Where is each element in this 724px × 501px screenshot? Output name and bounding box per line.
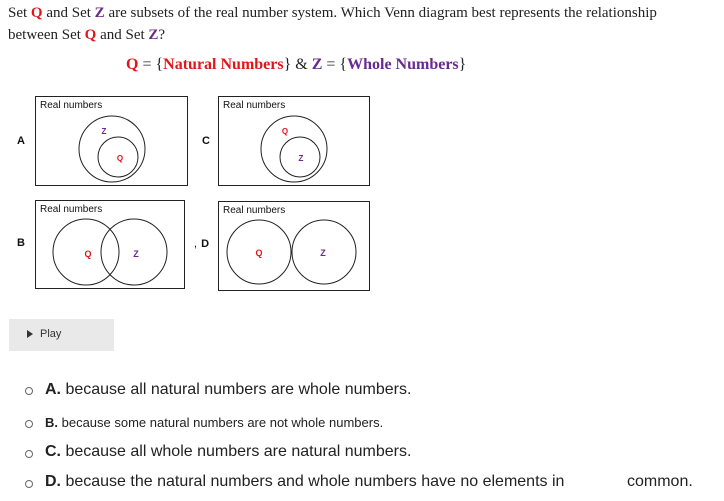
option-body: because all natural numbers are whole numbers. [61,381,412,398]
diagram-label-c: C [202,135,210,147]
outer-set-label: Z [101,127,107,136]
set-q-name: Natural Numbers [163,56,284,73]
venn-diagram-b [35,200,185,289]
question-text: and Set [42,5,95,21]
radio-button[interactable] [25,420,33,428]
left-set-label: Q [255,248,263,258]
diagram-label-b: B [17,237,25,249]
option-text [45,381,411,399]
option-body-tail: common. [627,473,693,490]
diagram-comma: , [194,238,198,250]
venn-diagram-a [35,96,188,186]
set-definition-text: } [458,56,467,73]
question-line-2 [8,24,165,46]
venn-b-graphic [36,201,186,290]
left-set-label: Q [84,249,92,259]
option-letter: C. [45,443,61,460]
option-body: because the natural numbers and whole numbers have no elements in [61,473,565,490]
radio-button[interactable] [25,387,33,395]
right-set-label: Z [320,248,326,258]
universe-label: Real numbers [40,204,103,215]
set-definitions [126,56,466,74]
option-body: because some natural numbers are not whole numbers. [58,415,384,430]
option-letter: A. [45,381,61,398]
outer-set-circle [261,116,327,182]
set-definition-text: = { [322,56,348,73]
diagram-label-a: A [17,135,25,147]
radio-button[interactable] [25,450,33,458]
universe-label: Real numbers [40,100,103,111]
venn-d-graphic [219,202,371,292]
set-definition-text: } & [283,56,312,73]
set-q-symbol: Q [126,56,139,73]
inner-set-label: Z [298,154,304,163]
outer-set-circle [79,116,145,182]
right-set-label: Z [133,249,139,259]
option-text [45,473,564,491]
option-text [45,443,411,461]
option-letter: D. [45,473,61,490]
answer-option-d[interactable] [25,473,715,495]
option-body: because all whole numbers are natural numbers. [61,443,412,460]
play-icon [27,330,33,338]
radio-button[interactable] [25,480,33,488]
option-letter: B. [45,415,58,430]
option-text [45,415,383,430]
set-definition-text: = { [138,56,164,73]
diagram-label-d [194,238,209,250]
venn-a-graphic [36,97,189,187]
play-button[interactable] [9,319,114,351]
universe-label: Real numbers [223,100,286,111]
outer-set-label: Q [281,127,289,136]
question-text: and Set [96,27,149,43]
universe-label: Real numbers [223,205,286,216]
play-label: Play [40,328,62,340]
set-z-symbol: Z [148,27,159,43]
question-text: ? [158,27,166,43]
inner-set-label: Q [116,154,124,163]
venn-c-graphic [219,97,371,187]
set-q-symbol: Q [84,27,97,43]
question-text: between Set [8,27,85,43]
set-q-symbol: Q [30,5,43,21]
set-z-symbol: Z [311,56,323,73]
question-text: are subsets of the real number system. Which Venn diagram best represents the relationship [104,5,657,21]
diagram-letter: D [201,238,210,250]
set-z-name: Whole Numbers [347,56,459,73]
answer-option-a[interactable] [25,381,705,403]
answer-option-b[interactable] [25,415,705,435]
answer-option-c[interactable] [25,443,705,465]
venn-diagram-d [218,201,370,291]
venn-diagram-c [218,96,370,186]
question-text: Set [8,5,31,21]
set-z-symbol: Z [94,5,105,21]
question-line-1 [8,2,657,24]
